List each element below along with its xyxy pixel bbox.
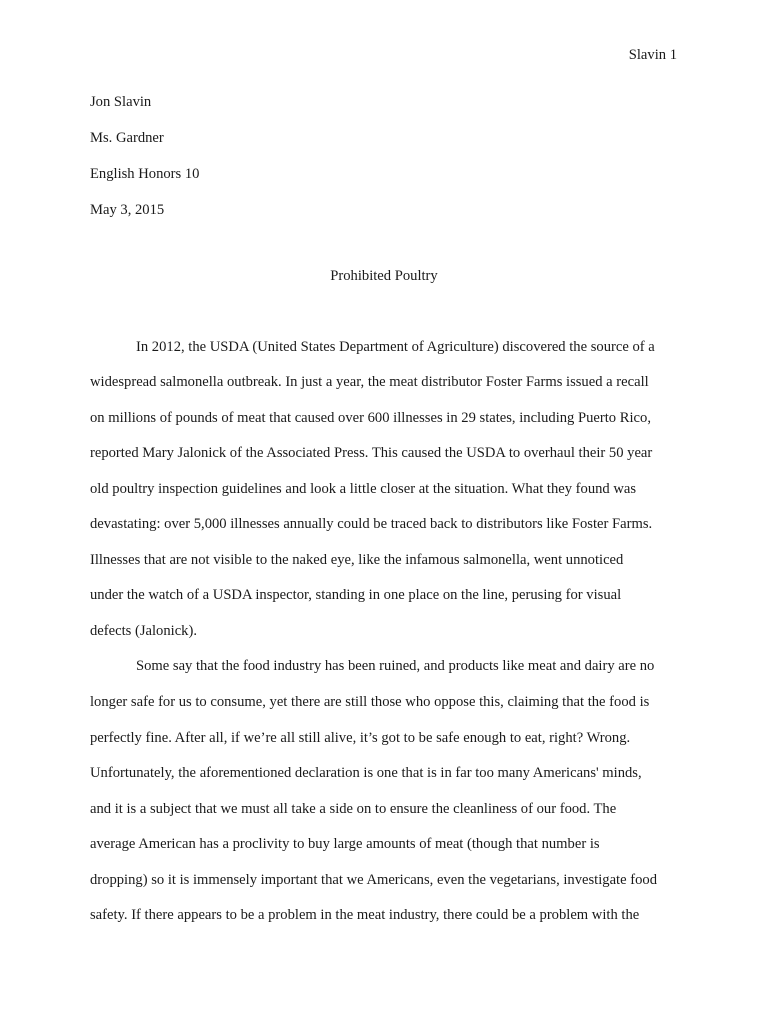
paragraph-2-line-4: Unfortunately, the aforementioned declaration is one that is in far too many Americans' minds, (90, 765, 642, 781)
paragraph-1-line-3: on millions of pounds of meat that caused over 600 illnesses in 29 states, including Puerto Rico, (90, 410, 651, 426)
document-date: May 3, 2015 (90, 202, 165, 218)
paragraph-2-line-2: longer safe for us to consume, yet there are still those who oppose this, claiming that the food is (90, 694, 650, 710)
paragraph-2-line-7: dropping) so it is immensely important that we Americans, even the vegetarians, investigate food (90, 872, 657, 888)
paragraph-1-line-4: reported Mary Jalonick of the Associated Press. This caused the USDA to overhaul their 50 year (90, 445, 653, 461)
paragraph-2-line-3: perfectly fine. After all, if we’re all still alive, it’s got to be safe enough to eat, right? Wrong. (90, 730, 631, 746)
author-name: Jon Slavin (90, 94, 152, 110)
paragraph-1-line-8: under the watch of a USDA inspector, standing in one place on the line, perusing for visual (90, 587, 622, 603)
paragraph-1-line-7: Illnesses that are not visible to the naked eye, like the infamous salmonella, went unnoticed (90, 552, 624, 568)
paragraph-2-line-8: safety. If there appears to be a problem in the meat industry, there could be a problem with the (90, 907, 640, 923)
paragraph-1-line-1: In 2012, the USDA (United States Department of Agriculture) discovered the source of a (136, 339, 655, 355)
paragraph-1-line-5: old poultry inspection guidelines and look a little closer at the situation. What they found was (90, 481, 637, 497)
paragraph-2-line-5: and it is a subject that we must all take a side on to ensure the cleanliness of our food. The (90, 801, 617, 817)
running-head: Slavin 1 (628, 47, 677, 63)
paragraph-2-line-6: average American has a proclivity to buy large amounts of meat (though that number is (90, 836, 600, 852)
paragraph-2-line-1: Some say that the food industry has been ruined, and products like meat and dairy are no (136, 658, 655, 674)
course-name: English Honors 10 (90, 166, 200, 182)
instructor-name: Ms. Gardner (90, 130, 164, 146)
paragraph-1-line-2: widespread salmonella outbreak. In just a year, the meat distributor Foster Farms issued a recall (90, 374, 649, 390)
paragraph-1-line-9: defects (Jalonick). (90, 623, 197, 639)
paragraph-1-line-6: devastating: over 5,000 illnesses annually could be traced back to distributors like Foster Farms. (90, 516, 653, 532)
document-title: Prohibited Poultry (330, 268, 438, 284)
